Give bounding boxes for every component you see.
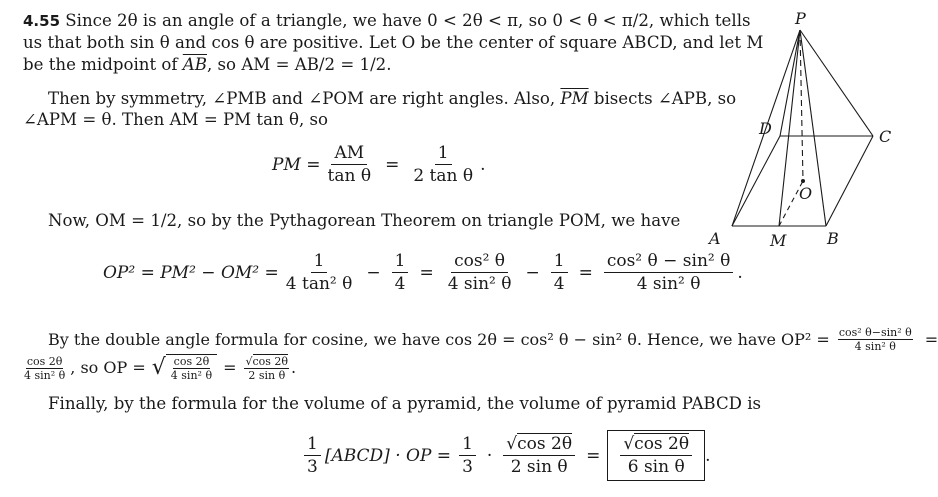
eq1-frac1-den: tan θ	[327, 166, 372, 186]
equation-op-squared	[103, 250, 743, 295]
eq2-frac4-num: 1	[551, 250, 568, 273]
edge-ad	[732, 136, 780, 226]
eq2-frac4-den: 4	[553, 274, 565, 294]
para1-line3-pre: be the midpoint of	[23, 55, 183, 74]
eq3-third-den: 3	[307, 457, 318, 477]
para5: Finally, by the formula for the volume of a pyramid, the volume of pyramid PABCD is	[48, 394, 762, 413]
eq3-period: .	[705, 445, 711, 466]
answer-box	[607, 430, 705, 481]
para4-sfrac1-num: cos² θ−sin² θ	[838, 326, 912, 339]
para4-sfrac2	[23, 355, 66, 382]
para3: Now, OM = 1/2, so by the Pythagorean Theorem on triangle POM, we have	[48, 211, 681, 230]
eq1-frac1	[325, 142, 375, 187]
label-d: D	[759, 119, 772, 138]
para2-line1	[48, 89, 736, 109]
eq2-equals-1: =	[419, 262, 434, 283]
point-o	[801, 179, 805, 183]
para4-sfrac2-den: 4 sin² θ	[24, 368, 66, 382]
eq1-frac2-num: 1	[435, 142, 452, 165]
eq2-frac3	[445, 250, 515, 295]
eq2-frac2	[392, 250, 409, 295]
eq2-frac5-den: 4 sin² θ	[636, 274, 701, 294]
para4-sfrac4-num-wrap: √cos 2θ	[245, 354, 289, 368]
para4-sfrac3	[170, 355, 213, 382]
para4-period: .	[291, 358, 297, 377]
para2-line1-post: bisects ∠APB, so	[588, 89, 737, 108]
para4-sfrac4-num: cos 2θ	[252, 354, 289, 368]
label-p: P	[795, 9, 806, 28]
sqrt-sign-1: √	[151, 355, 166, 380]
para4-sfrac4	[244, 355, 289, 382]
eq3-frac2-den: 3	[462, 457, 473, 477]
eq2-frac2-den: 4	[394, 274, 406, 294]
eq2-frac5-num: cos² θ − sin² θ	[604, 250, 734, 273]
eq3-box-num-wrap: √cos 2θ	[620, 433, 692, 456]
segment-ab: $\overline{AB}$	[182, 55, 207, 74]
paragraph-1	[23, 11, 751, 31]
eq1-period: .	[480, 154, 486, 175]
para4-equals: =	[924, 329, 938, 349]
eq3-mid: [ABCD] · OP =	[324, 445, 452, 466]
eq3-frac3	[503, 433, 575, 478]
eq2-frac1	[283, 250, 356, 295]
eq3-box-num: cos 2θ	[634, 434, 690, 454]
eq3-frac-third	[304, 433, 321, 478]
para4-equals-2: =	[223, 358, 237, 377]
para4-sqrt-content	[166, 354, 217, 382]
label-c: C	[879, 127, 892, 146]
para4-so-op: , so OP =	[70, 358, 146, 377]
eq3-frac3-den: 2 sin θ	[510, 457, 568, 477]
para1-line3	[23, 55, 392, 75]
eq3-equals: =	[586, 445, 601, 466]
eq2-lhs: OP² = PM² − OM² =	[103, 262, 279, 283]
problem-number: 4.55	[23, 12, 61, 30]
equation-pm	[272, 142, 486, 187]
pyramid-figure	[695, 8, 905, 248]
eq2-frac4	[551, 250, 568, 295]
label-o: O	[799, 184, 813, 203]
eq3-box-den: 6 sin θ	[627, 457, 685, 477]
eq3-frac2	[459, 433, 476, 478]
eq2-frac1-num: 1	[311, 250, 328, 273]
para1-line3-post: , so AM = AB/2 = 1/2.	[206, 55, 392, 74]
para4-sfrac3-num: cos 2θ	[173, 355, 210, 368]
equation-volume	[300, 430, 711, 481]
edge-pc	[800, 30, 873, 136]
eq2-minus-2: −	[525, 262, 540, 283]
eq2-period: .	[737, 262, 743, 283]
eq3-dot: ·	[486, 445, 493, 466]
eq2-minus-1: −	[366, 262, 381, 283]
edge-bc	[826, 136, 873, 226]
eq3-third-num: 1	[304, 433, 321, 456]
label-m: M	[770, 231, 787, 250]
para4-text: By the double angle formula for cosine, we have cos 2θ = cos² θ − sin² θ. Hence, we have OP² =	[48, 329, 830, 349]
eq3-frac2-num: 1	[459, 433, 476, 456]
eq3-frac3-num-wrap: √cos 2θ	[503, 433, 575, 456]
label-a: A	[709, 229, 721, 248]
para4-line1	[48, 326, 938, 353]
segment-pm: $\overline{PM}$	[560, 89, 589, 108]
eq2-frac2-num: 1	[392, 250, 409, 273]
label-b: B	[827, 229, 839, 248]
eq2-frac3-den: 4 sin² θ	[447, 274, 512, 294]
eq1-lhs: PM =	[272, 154, 321, 175]
eq1-frac2-den: 2 tan θ	[413, 166, 474, 186]
para4-sfrac3-den: 4 sin² θ	[170, 369, 213, 382]
eq3-frac3-num: cos 2θ	[517, 434, 573, 454]
para4-sfrac1	[838, 326, 913, 353]
para4-line2	[23, 354, 296, 382]
para4-sfrac4-den: 2 sin θ	[248, 368, 286, 382]
para4-sfrac1-den: 4 sin² θ	[854, 340, 896, 353]
eq3-box-frac	[620, 433, 692, 478]
eq2-frac3-num: cos² θ	[451, 250, 508, 273]
para2-line1-pre: Then by symmetry, ∠PMB and ∠POM are right angles. Also,	[48, 89, 561, 108]
para1-line1: Since 2θ is an angle of a triangle, we have 0 < 2θ < π, so 0 < θ < π/2, which tells	[65, 11, 751, 30]
eq1-frac2	[410, 142, 476, 187]
eq2-equals-2: =	[578, 262, 593, 283]
para4-sfrac2-num: cos 2θ	[26, 354, 63, 368]
eq1-frac1-num: AM	[331, 142, 367, 165]
eq1-equals: =	[385, 154, 400, 175]
para1-line2: us that both sin θ and cos θ are positive. Let O be the center of square ABCD, and let M	[23, 33, 764, 52]
eq2-frac5	[604, 250, 734, 295]
eq2-frac1-den: 4 tan² θ	[285, 274, 353, 294]
para2-line2: ∠APM = θ. Then AM = PM tan θ, so	[23, 110, 328, 129]
